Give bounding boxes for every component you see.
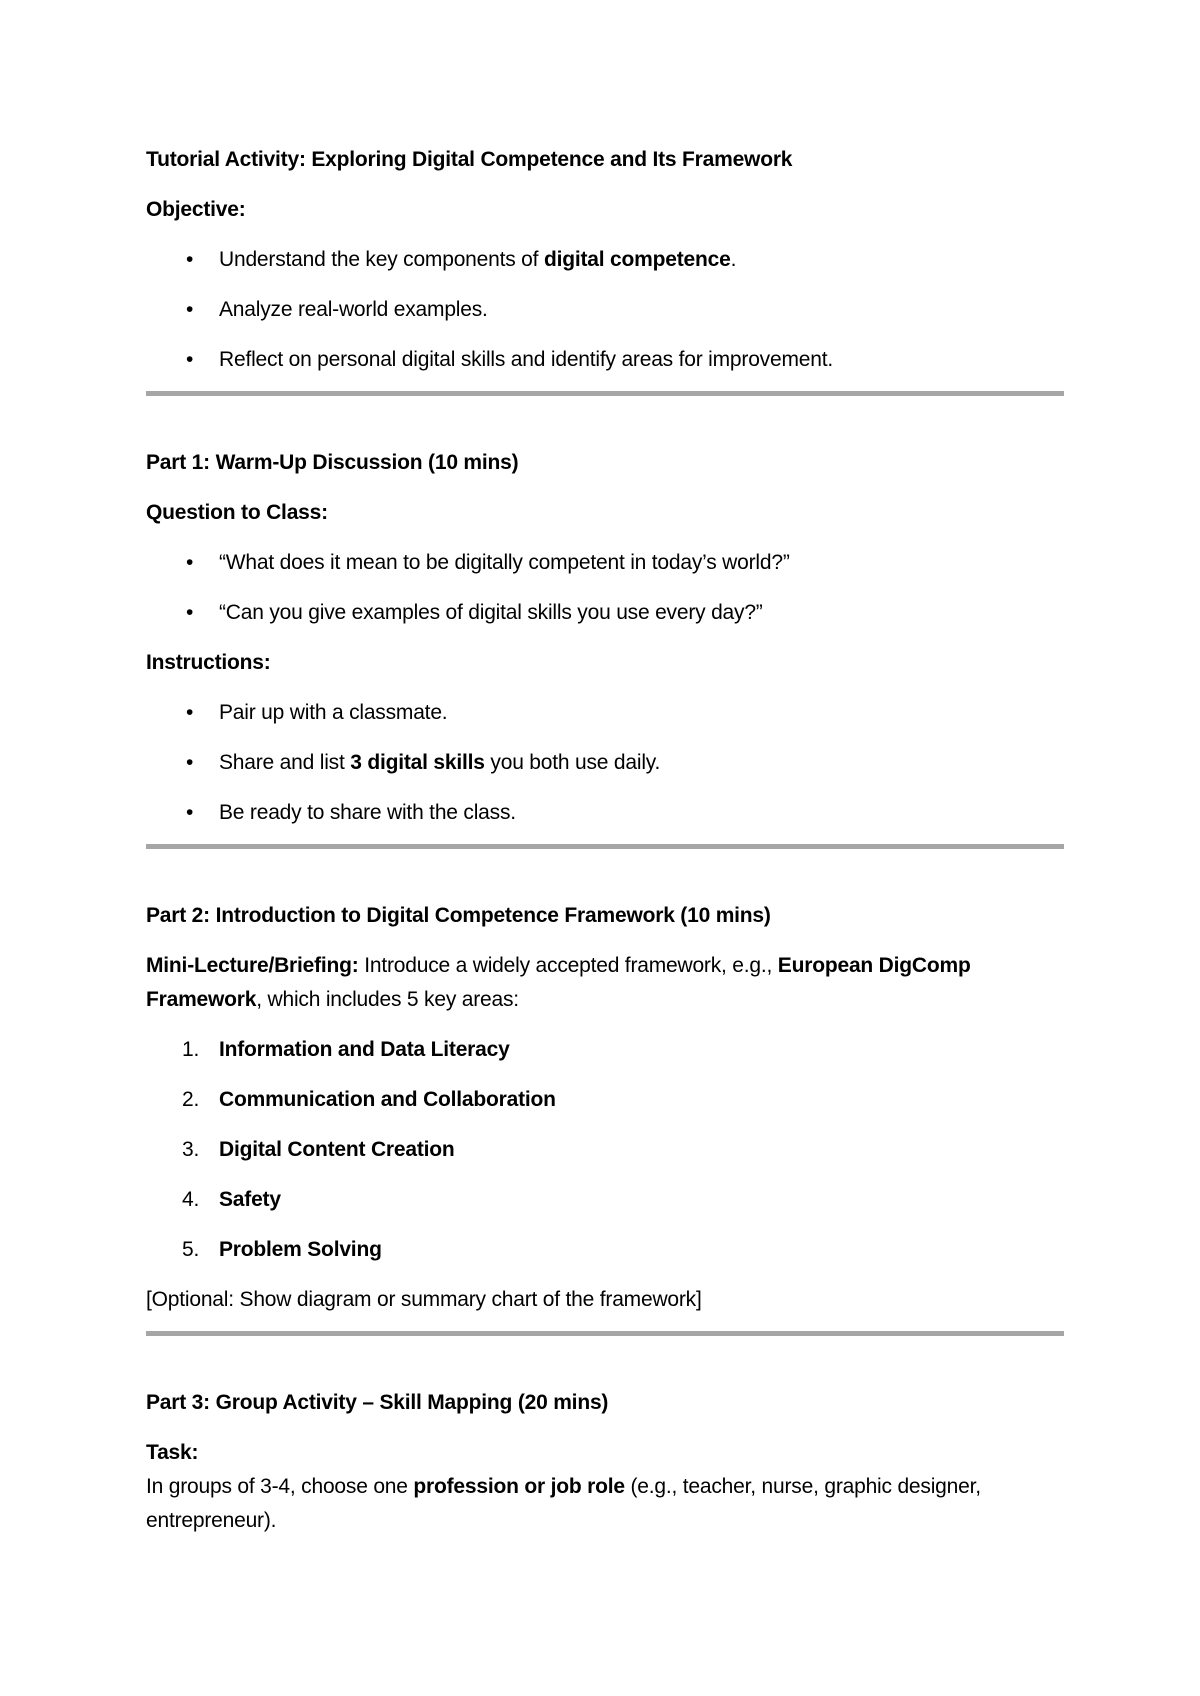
list-item-bold: 3 digital skills [350,751,485,774]
list-item [146,1133,1066,1167]
bullet-icon: • [186,751,194,774]
question-label: Question to Class: [146,501,328,524]
list-item-text: Be ready to share with the class. [219,801,516,824]
document-body [146,143,1066,1554]
area-label: Problem Solving [219,1238,382,1261]
objective-list [146,243,1066,377]
list-item [146,796,1066,830]
area-label: Information and Data Literacy [219,1038,510,1061]
list-item [146,243,1066,277]
list-item-text: Reflect on personal digital skills and identify areas for improvement. [219,348,833,371]
task-label: Task: [146,1441,199,1464]
list-number: 1. [182,1038,200,1061]
part2-intro [146,949,1066,1017]
list-item [146,293,1066,327]
instructions-list [146,696,1066,830]
area-label: Safety [219,1188,281,1211]
document-title: Tutorial Activity: Exploring Digital Competence and Its Framework [146,148,793,171]
list-item [146,343,1066,377]
part1-heading: Part 1: Warm-Up Discussion (10 mins) [146,451,519,474]
list-number: 4. [182,1188,200,1211]
optional-note: [Optional: Show diagram or summary chart of the framework] [146,1288,702,1311]
task-text [146,1470,1066,1538]
list-item-text: “Can you give examples of digital skills you use every day?” [219,601,763,624]
list-item-text: Share and list [219,751,351,774]
list-item-text: Analyze real-world examples. [219,298,488,321]
list-number: 5. [182,1238,200,1261]
list-number: 2. [182,1088,200,1111]
instructions-label: Instructions: [146,651,271,674]
task-bold: profession or job role [413,1475,625,1498]
intro-label: Mini-Lecture/Briefing: [146,954,359,977]
intro-bold: European DigComp Framework [146,954,971,1011]
list-item-text: you both use daily. [484,751,661,774]
list-item [146,596,1066,630]
task-text-part: In groups of 3-4, choose one [146,1475,414,1498]
part2-heading: Part 2: Introduction to Digital Competence Framework (10 mins) [146,904,771,927]
list-item-text: Understand the key components of [219,248,544,271]
list-item-text: . [730,248,737,271]
section-divider [146,844,1064,849]
section-divider [146,1331,1064,1336]
list-item [146,546,1066,580]
bullet-icon: • [186,551,194,574]
areas-list [146,1033,1066,1267]
bullet-icon: • [186,601,194,624]
bullet-icon: • [186,348,194,371]
list-number: 3. [182,1138,200,1161]
list-item [146,746,1066,780]
part3-heading: Part 3: Group Activity – Skill Mapping (20 mins) [146,1391,609,1414]
area-label: Digital Content Creation [219,1138,455,1161]
list-item-text: Pair up with a classmate. [219,701,448,724]
objective-label: Objective: [146,198,246,221]
list-item [146,696,1066,730]
list-item [146,1183,1066,1217]
list-item-text: “What does it mean to be digitally competent in today’s world?” [219,551,790,574]
bullet-icon: • [186,298,194,321]
bullet-icon: • [186,701,194,724]
task-text-part: (e.g., teacher, nurse, graphic designer, entrepreneur). [146,1475,981,1532]
list-item [146,1033,1066,1067]
list-item [146,1083,1066,1117]
list-item-bold: digital competence [543,248,731,271]
area-label: Communication and Collaboration [219,1088,556,1111]
section-divider [146,391,1064,396]
question-list [146,546,1066,630]
bullet-icon: • [186,248,194,271]
bullet-icon: • [186,801,194,824]
intro-text: , which includes 5 key areas: [256,988,519,1011]
list-item [146,1233,1066,1267]
intro-text: Introduce a widely accepted framework, e.g., [358,954,778,977]
